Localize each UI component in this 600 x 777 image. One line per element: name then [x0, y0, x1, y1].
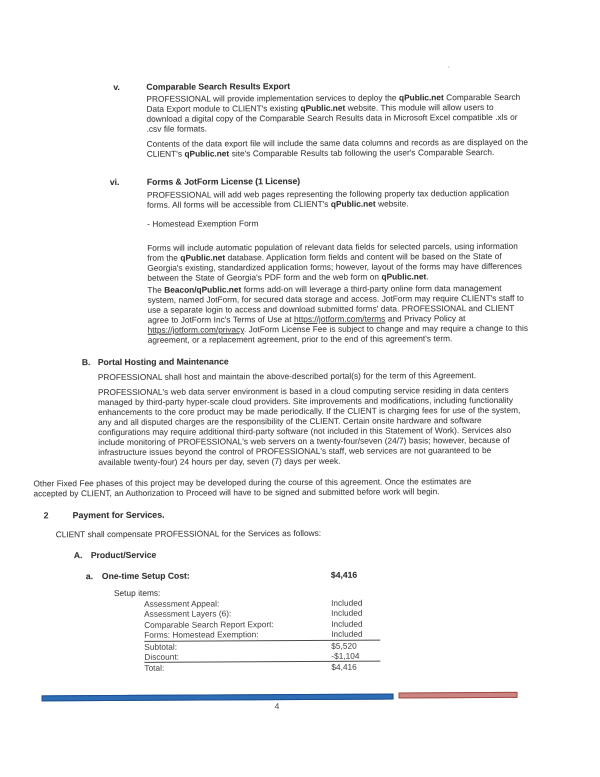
text-run: forms add-on will leverage a third-party online form data management system, named JotForm, for secured data storage and access. JotForm may require CLIENT's staff to use a separate login to access and download submitted forms' data. PROFESSIONAL and CLIENT agree to JotForm Inc's Terms of Use at	[147, 282, 524, 325]
setup-items-label: Setup items:	[113, 587, 161, 598]
row-value: -$1,104	[331, 650, 360, 661]
text-run: . JotForm License Fee is subject to change and may require a change to this agreement, or a replacement agreement, prior to the end of this agreement's term.	[147, 322, 528, 345]
payment-section-title: Payment for Services.	[72, 509, 165, 521]
section-vi-title: Forms & JotForm License (1 License)	[146, 175, 301, 187]
row-value: Included	[331, 608, 363, 619]
section-b-paragraph-2: PROFESSIONAL's web data server environment is based in a cloud computing service residing in data centers managed by third-party hyper-scale cloud providers. Site improvements and modifications, including functionality enhancements to the core product may be made periodically. If the CLIENT is charging fees for use of the system, any and all disputed charges are the responsibility of the CLIENT. Certain onsite hardware and software configurations may require additional third-party software (not included in this Statement of Work). Services also include monitoring of PROFESSIONAL's web servers on a twenty-four/seven (24/7) basis; however, because of infrastructure issues beyond the control of PROFESSIONAL's staff, web services are not guaranteed to be available twenty-four) 24 hours per day, seven (7) days per week.	[97, 384, 521, 468]
row-label: Subtotal:	[144, 641, 178, 652]
section-b-letter: B.	[81, 357, 91, 368]
setup-cost-value: $4,416	[330, 569, 358, 580]
footer-blue-bar	[42, 694, 394, 702]
page-number: 4	[274, 701, 280, 712]
section-v-paragraph-1	[146, 92, 531, 134]
row-label: Discount:	[144, 651, 179, 662]
qpublic-brand: qPublic.net	[300, 102, 346, 113]
text-run: website. This module will allow users to download a digital copy of the Comparable Search Results data in Microsoft Excel compatible .xls or .csv file formats.	[146, 101, 518, 134]
table-row-total	[144, 662, 380, 674]
section-vi-paragraph-3	[147, 283, 532, 345]
jotform-privacy-url: https://jotform.com/privacy	[147, 324, 244, 335]
text-run: PROFESSIONAL will add web pages representing the following property tax deduction application forms. All forms will be accessible from CLIENT's	[146, 187, 510, 210]
row-value: Included	[331, 628, 363, 640]
product-service-title: Product/Service	[90, 549, 157, 561]
setup-items-table	[144, 598, 380, 674]
text-run: Comparable Search Data Export module to CLIENT's existing	[146, 91, 521, 114]
jotform-terms-url: https://jotform.com/terms	[293, 313, 386, 325]
beacon-qpublic-brand: Beacon/qPublic.net	[164, 284, 242, 295]
text-run: The	[147, 284, 165, 295]
text-run: website.	[375, 198, 409, 209]
text-run: Forms will include automatic population of relevant data fields for selected parcels, using information from the	[147, 240, 518, 263]
text-run: PROFESSIONAL will provide implementation services to deploy the	[146, 92, 400, 104]
homestead-exemption-form-line: - Homestead Exemption Form	[147, 218, 259, 229]
text-run: .	[426, 271, 429, 282]
setup-cost-label: One-time Setup Cost:	[101, 570, 190, 582]
other-fixed-fee-paragraph: Other Fixed Fee phases of this project may be developed during the course of this agreement. Once the estimates are accepted by CLIENT, an Authorization to Proceed will have to be signed and submitted before work will begin.	[33, 476, 472, 499]
text-run: Contents of the data export file will include the same data columns and records as are displayed on the CLIENT's	[146, 136, 529, 159]
qpublic-brand: qPublic.net	[399, 92, 444, 103]
qpublic-brand: qPublic.net	[381, 271, 427, 282]
row-label: Total:	[144, 663, 165, 674]
row-label: Forms: Homestead Exemption:	[144, 629, 259, 640]
section-vi-number: vi.	[109, 176, 120, 187]
text-run: database. Application form fields and content will be based on the State of Georgia's existing, standardized application forms; however, layout of the forms may have differences between the State of Georgia's PDF form and the web form on	[147, 250, 522, 283]
row-label: Comparable Search Report Export:	[144, 618, 274, 630]
section-v-title: Comparable Search Results Export	[146, 81, 291, 92]
section-b-paragraph-1: PROFESSIONAL shall host and maintain the above-described portal(s) for the term of this Agreement.	[97, 370, 477, 383]
qpublic-brand: qPublic.net	[180, 252, 226, 263]
row-value: Included	[331, 597, 363, 608]
text-run: and Privacy Policy at	[385, 313, 466, 324]
setup-cost-letter: a.	[85, 571, 94, 582]
section-vi-paragraph-2	[147, 241, 535, 283]
qpublic-brand: qPublic.net	[184, 148, 230, 159]
section-v-number: v.	[113, 81, 120, 92]
qpublic-brand: qPublic.net	[330, 198, 376, 209]
row-label: Assessment Appeal:	[144, 598, 220, 609]
row-label: Assessment Layers (6):	[144, 608, 232, 620]
section-v-paragraph-2	[147, 137, 532, 159]
product-service-letter: A.	[73, 550, 83, 561]
scan-artifact-mark: '	[448, 66, 450, 74]
row-value: $5,520	[331, 640, 357, 651]
payment-intro-line: CLIENT shall compensate PROFESSIONAL for the Services as follows:	[55, 527, 322, 540]
text-run: site's Comparable Results tab following the user's Comparable Search.	[229, 146, 495, 159]
section-vi-paragraph-1	[147, 188, 532, 210]
row-value: $4,416	[331, 662, 357, 673]
row-value: Included	[331, 618, 363, 629]
footer-red-bar	[399, 692, 518, 699]
payment-section-number: 2	[43, 510, 49, 521]
section-b-title: Portal Hosting and Maintenance	[97, 356, 229, 368]
